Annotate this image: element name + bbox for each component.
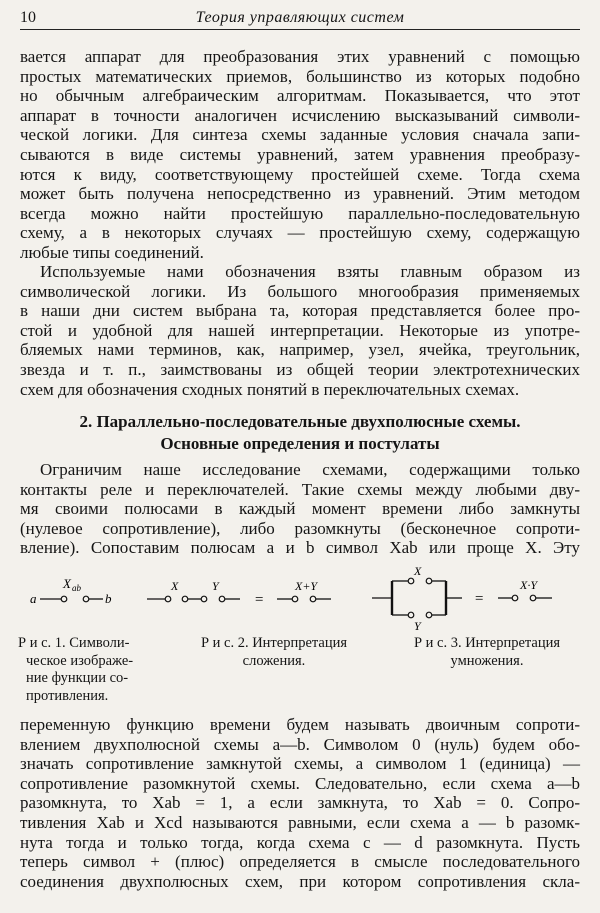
section-heading [20, 411, 580, 455]
caption-line: Р и с. 3. Интерпретация [413, 635, 561, 651]
figure-3-diagram [370, 563, 595, 633]
text-line: вление). Сопоставим полюсам a и b символ Xab или проще X. Эту [20, 538, 580, 558]
fig3-equals: = [474, 591, 485, 607]
fig2-y-label: Y [212, 579, 219, 593]
text-line: мя своими полюсами в каждый момент времени либо замкнуты [20, 499, 580, 519]
text-line: влением двухполюсной схемы a—b. Символом 0 (нуль) будем обо- [20, 734, 580, 754]
text-line: Используемые нами обозначения взяты главным образом из [40, 262, 580, 281]
page-header [20, 6, 580, 28]
fig2-x-label: X [171, 579, 179, 593]
text-line: ются к виду, соответствующему простейшей схеме. Тогда схема [20, 164, 580, 184]
page-number: 10 [20, 9, 36, 26]
fig3-y-label: Y [414, 619, 421, 633]
text-line: Ограничим наше исследование схемами, содержащими только [40, 460, 580, 479]
text-line: тивления Xab и Xcd называются равными, если схема a — b разомк- [20, 812, 580, 832]
text-line: сываются в виде системы уравнений, затем уравнения преобразу- [20, 144, 580, 164]
text-line: может быть получена непосредственно из уравнений. Этим методом [20, 184, 580, 204]
text-line: но обычным алгебраическим алгоритмам. Показывается, что этот [20, 86, 580, 106]
text-line: в наши дни систем выбрана та, которая представляется более про- [20, 301, 580, 321]
fig1-x-label: X [63, 576, 71, 591]
section-subtitle: Основные определения и постулаты [160, 434, 440, 453]
text-line: значать сопротивление замкнутой схемы, а символом 1 (единица) — [20, 754, 580, 774]
fig1-b-label: b [105, 591, 112, 606]
text-line: любые типы соединений. [20, 242, 204, 262]
text-line: переменную функцию времени будем называть двоичным сопроти- [20, 715, 580, 734]
caption-line: умножения. [450, 652, 524, 669]
text-line: аппарат в точности аналогичен исчислению высказываний символи- [20, 105, 580, 125]
figure-2-diagram [145, 575, 335, 615]
figure-1-diagram [28, 575, 128, 615]
text-line: вается аппарат для преобразования этих уравнений с помощью [20, 47, 580, 66]
fig1-x-subscript: ab [72, 583, 81, 593]
paragraph-2 [20, 262, 580, 399]
text-line: схем для обозначения сходных понятий в переключательных схемах. [20, 379, 520, 399]
text-line: сопротивление разомкнутой схемы. Следовательно, если схема a—b [20, 773, 580, 793]
fig2-equals: = [254, 592, 265, 608]
text-line: всегда можно найти простейшую параллельно-последовательную [20, 203, 580, 223]
fig3-x-label: X [414, 564, 422, 578]
text-line: контакты реле и переключателей. Такие схемы между любыми дву- [20, 479, 580, 499]
fig1-a-label: a [30, 591, 37, 606]
text-line: бляемых нами терминов, как, например, узел, ячейка, треугольник, [20, 340, 580, 360]
text-line: схему, а в некоторых случаях — простейшую схему, содержащую [20, 223, 580, 243]
text-line: символической логики. Из большого многообразия применяемых [20, 281, 580, 301]
caption-line: Р и с. 1. Символи- [18, 635, 130, 651]
paragraph-4 [20, 715, 580, 891]
figure-1-caption [18, 635, 168, 705]
section-title: 2. Параллельно-последовательные двухполюсные схемы. [79, 412, 521, 431]
running-title: Теория управляющих систем [195, 9, 405, 26]
fig3-prod-label: X·Y [520, 578, 538, 592]
text-line: соединения двухполюсных схем, при котором сопротивления скла- [20, 871, 580, 891]
header-rule [20, 29, 580, 30]
caption-line: сложения. [242, 652, 306, 669]
text-line: простых математических приемов, большинство из которых подобно [20, 66, 580, 86]
figure-3-caption [388, 635, 586, 670]
fig2-sum-label: X+Y [295, 579, 318, 593]
text-line: (нулевое сопротивление), либо разомкнуты (бесконечное сопроти- [20, 518, 580, 538]
text-line: разомкнута, то Xab = 1, а если замкнута, то Xab = 0. Сопро- [20, 793, 580, 813]
text-line: звезда и т. п., заимствованы из общей теории электротехнических [20, 359, 580, 379]
caption-line: ние функции со- [26, 670, 129, 687]
caption-line: противления. [26, 687, 109, 704]
text-line: теперь символ + (плюс) определяется в смысле последовательного [20, 852, 580, 872]
text-line: ческой логики. Для синтеза схемы заданные условия сначала запи- [20, 125, 580, 145]
figure-2-caption [176, 635, 372, 670]
caption-line: Р и с. 2. Интерпретация [200, 635, 348, 651]
paragraph-1 [20, 47, 580, 263]
text-line: стой и удобной для нашей интерпретации. Некоторые из употре- [20, 320, 580, 340]
caption-line: ческое изображе- [26, 652, 134, 669]
text-line: нута тогда и только тогда, когда схема c — d разомкнута. Пусть [20, 832, 580, 852]
paragraph-3 [20, 460, 580, 558]
